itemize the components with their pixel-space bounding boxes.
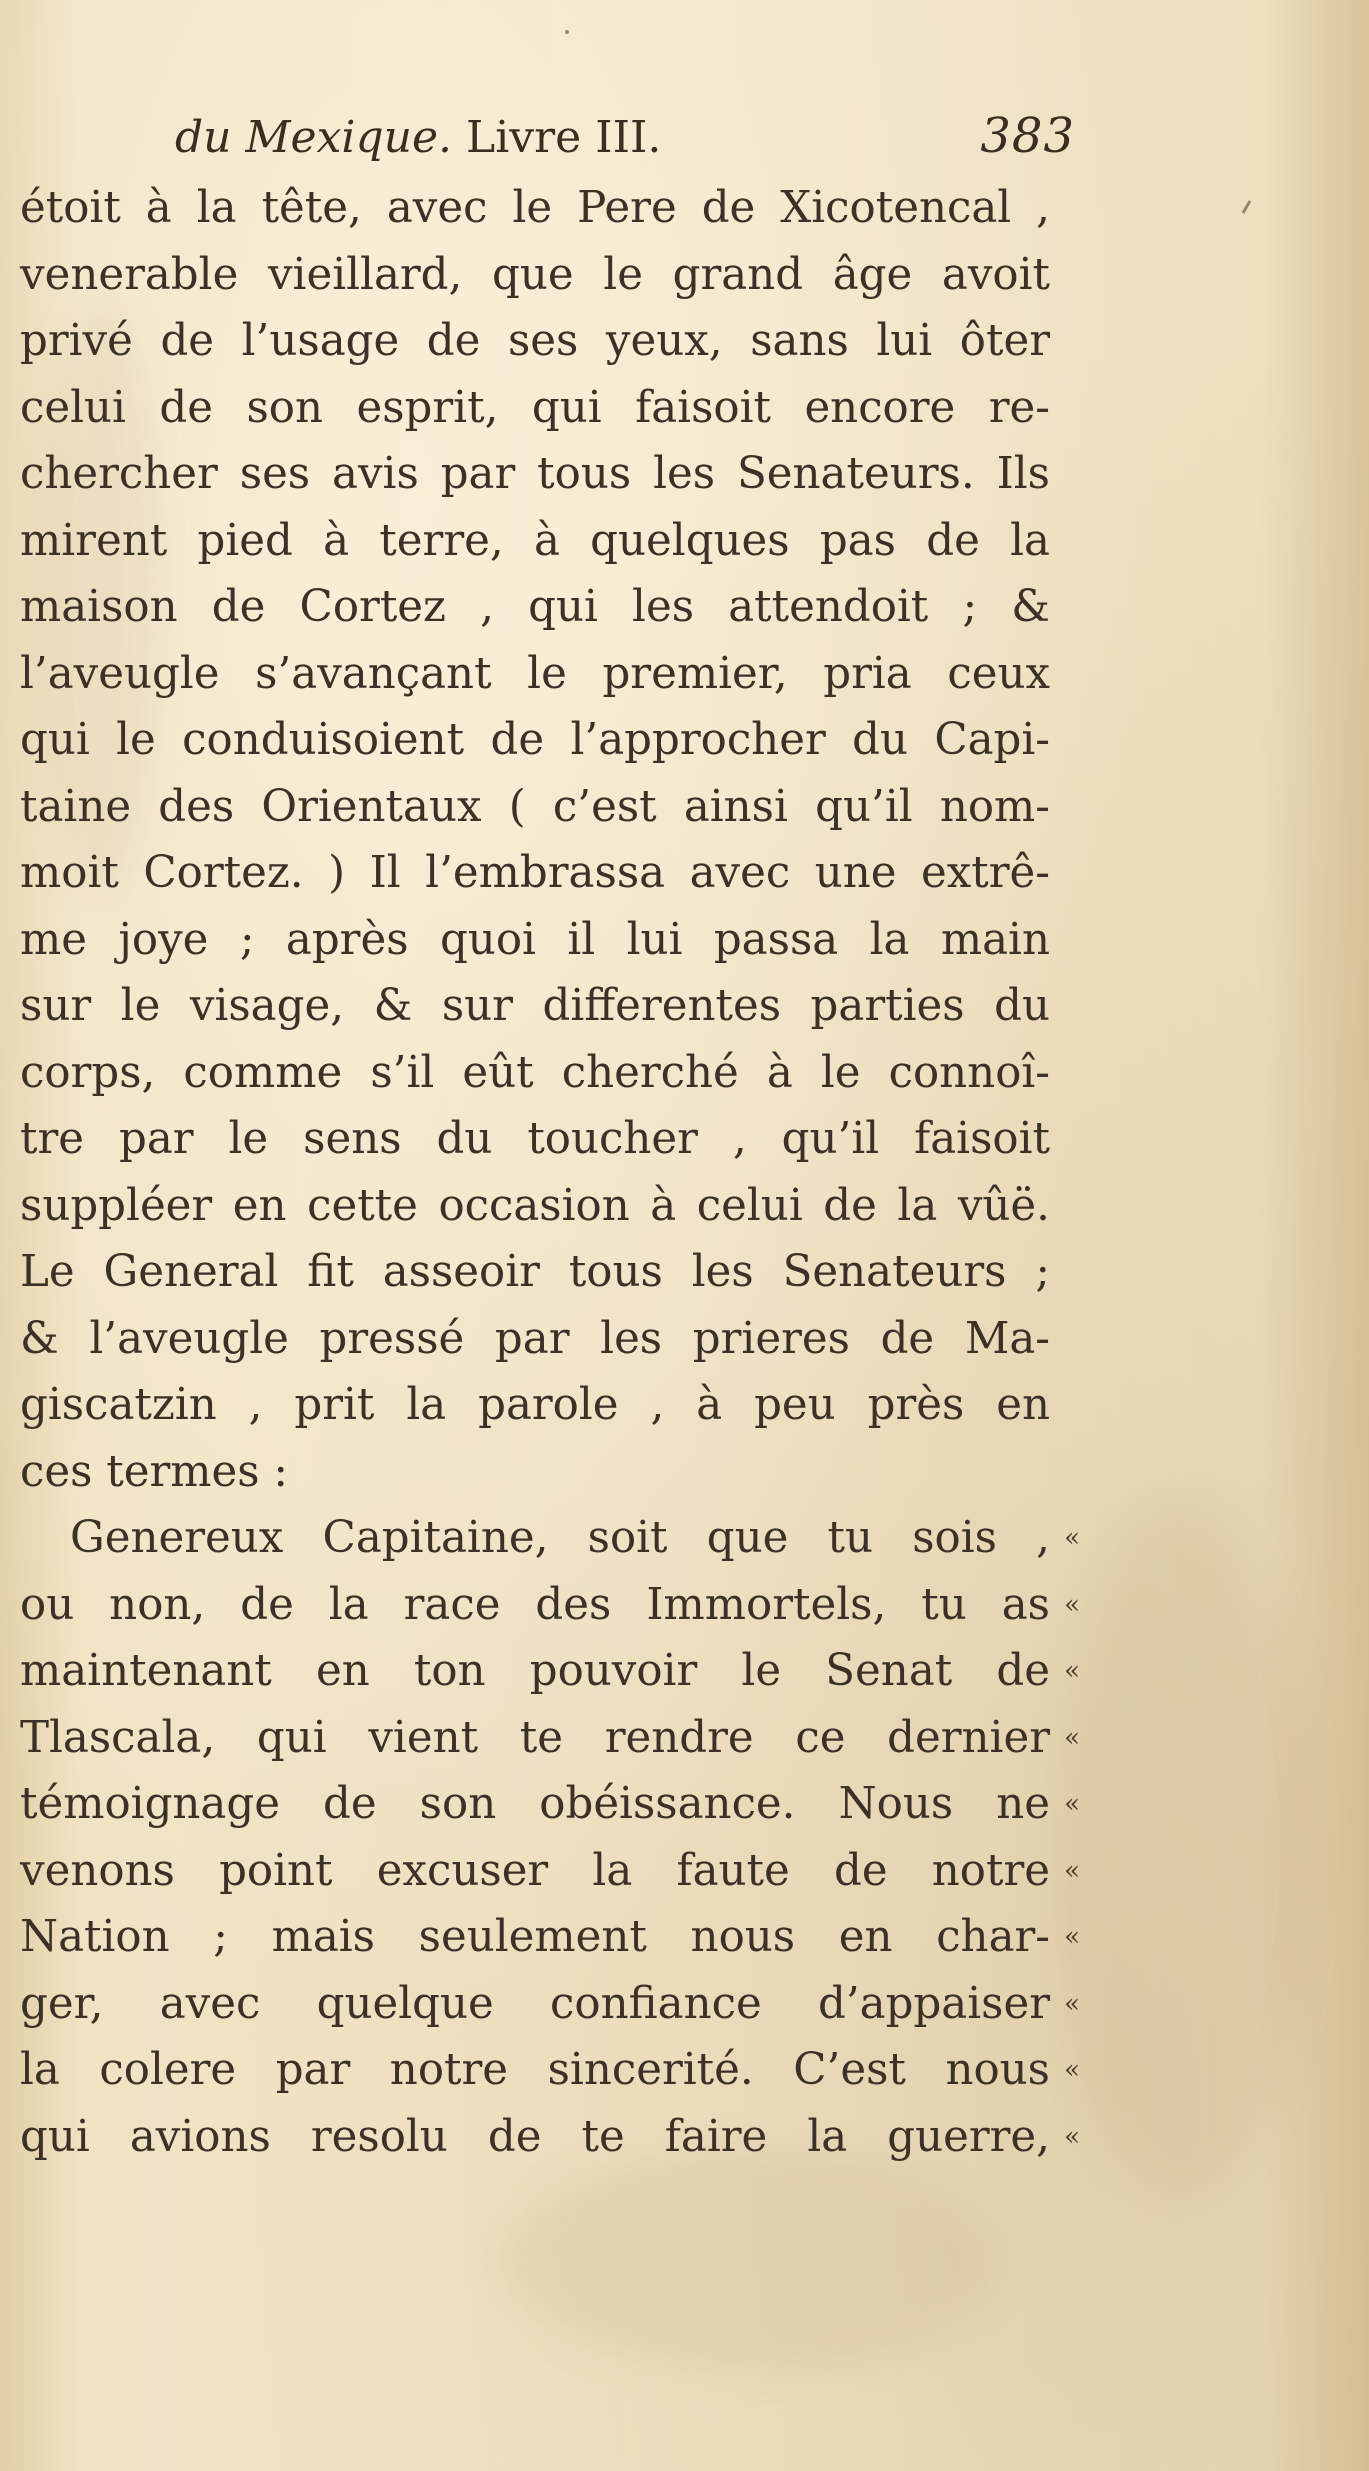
quotation-mark (1050, 907, 1080, 974)
text-line (20, 1971, 1080, 2038)
line-text: chercher ses avis par tous les Senateurs. Ils (20, 449, 1050, 499)
text-line (20, 707, 1080, 774)
line-text: qui le conduisoient de l’approcher du Capi- (20, 715, 1050, 765)
line-text: l’aveugle s’avançant le premier, pria ceux (20, 648, 1050, 699)
text-line (20, 907, 1080, 974)
quotation-mark: « (1064, 1922, 1080, 1952)
line-text: mirent pied à terre, à quelques pas de la (20, 515, 1050, 566)
quotation-mark: « (1064, 2055, 1080, 2085)
quotation-mark (1050, 242, 1080, 309)
text-line (20, 508, 1080, 575)
paper-speck (565, 30, 569, 34)
quotation-mark: « (1064, 1988, 1080, 2019)
line-text: privé de l’usage de ses yeux, sans lui ôter (20, 316, 1050, 366)
quotation-mark (1050, 1306, 1080, 1373)
text-line (20, 308, 1080, 375)
line-text: la colere par notre sincerité. C’est nous (20, 2045, 1050, 2095)
line-text: Tlascala, qui vient te rendre ce dernier (20, 1712, 1050, 1763)
text-line (20, 973, 1080, 1040)
paper-speck (1242, 200, 1252, 214)
quotation-mark: « (1064, 1855, 1080, 1886)
text-line (20, 1705, 1080, 1772)
line-text: témoignage de son obéissance. Nous ne (20, 1779, 1050, 1829)
quotation-mark (1050, 1439, 1080, 1506)
text-line (20, 1372, 1080, 1439)
quotation-mark: « (1064, 1523, 1080, 1553)
text-line (20, 1439, 1080, 1506)
line-text: giscatzin , prit la parole , à peu près en (20, 1380, 1050, 1430)
quotation-mark: « (1064, 1789, 1080, 1819)
line-text: Le General fit asseoir tous les Senateurs ; (20, 1247, 1050, 1297)
quotation-mark (1050, 441, 1080, 508)
text-line (20, 242, 1080, 309)
line-text: celui de son esprit, qui faisoit encore re- (20, 382, 1050, 433)
line-text: moit Cortez. ) Il l’embrassa avec une extrê- (20, 848, 1050, 898)
text-line (20, 2037, 1080, 2104)
text-line (20, 840, 1080, 907)
quotation-mark: « (1064, 1589, 1080, 1620)
text-line (20, 1904, 1080, 1971)
text-line (20, 1040, 1080, 1107)
quotation-mark (1050, 175, 1080, 242)
text-line (20, 574, 1080, 641)
line-text: & l’aveugle pressé par les prieres de Ma- (20, 1313, 1050, 1364)
text-line (20, 1572, 1080, 1639)
line-text: ger, avec quelque confiance d’appaiser (20, 1978, 1050, 2029)
text-line (20, 1771, 1080, 1838)
line-text: suppléer en cette occasion à celui de la vûë. (20, 1180, 1050, 1231)
quotation-mark (1050, 707, 1080, 774)
line-text: me joye ; après quoi il lui passa la main (20, 914, 1050, 965)
text-line (20, 2104, 1080, 2171)
line-text: taine des Orientaux ( c’est ainsi qu’il nom- (20, 781, 1050, 832)
quotation-mark (1050, 840, 1080, 907)
text-line (20, 441, 1080, 508)
text-line (20, 1838, 1080, 1905)
page-header (175, 100, 1075, 180)
line-text: sur le visage, & sur differentes parties du (20, 981, 1050, 1031)
quotation-mark (1050, 1239, 1080, 1306)
quotation-mark (1050, 774, 1080, 841)
text-line (20, 375, 1080, 442)
text-line (20, 1306, 1080, 1373)
line-text: corps, comme s’il eût cherché à le connoî- (20, 1047, 1050, 1098)
quotation-mark (1050, 973, 1080, 1040)
quotation-mark (1050, 508, 1080, 575)
line-text: Genereux Capitaine, soit que tu sois , (70, 1513, 1050, 1563)
line-text: maintenant en ton pouvoir le Senat de (20, 1646, 1050, 1696)
quotation-mark (1050, 308, 1080, 375)
quotation-mark (1050, 1173, 1080, 1240)
line-text: Nation ; mais seulement nous en char- (20, 1912, 1050, 1962)
line-text: ou non, de la race des Immortels, tu as (20, 1579, 1050, 1630)
page-number: 383 (980, 108, 1075, 164)
quotation-mark: « (1064, 2121, 1080, 2152)
running-title (175, 112, 661, 163)
quotation-mark (1050, 1040, 1080, 1107)
page-body-text (20, 175, 1080, 2170)
quotation-mark (1050, 641, 1080, 708)
line-text: tre par le sens du toucher , qu’il faisoit (20, 1114, 1050, 1164)
text-line (20, 1173, 1080, 1240)
line-text: qui avions resolu de te faire la guerre, (20, 2111, 1050, 2162)
text-line (20, 774, 1080, 841)
quotation-mark (1050, 574, 1080, 641)
quotation-mark (1050, 375, 1080, 442)
running-title-roman: Livre III. (452, 112, 662, 163)
text-line (20, 1239, 1080, 1306)
quotation-mark: « (1064, 1656, 1080, 1686)
running-title-italic: du Mexique. (175, 112, 452, 163)
text-line (20, 1638, 1080, 1705)
quotation-mark (1050, 1372, 1080, 1439)
text-line (20, 641, 1080, 708)
quotation-mark: « (1064, 1722, 1080, 1753)
line-text: ces termes : (20, 1446, 289, 1497)
line-text: maison de Cortez , qui les attendoit ; & (20, 582, 1050, 632)
text-line (20, 1505, 1080, 1572)
line-text: venerable vieillard, que le grand âge avoit (20, 249, 1050, 300)
line-text: venons point excuser la faute de notre (20, 1845, 1050, 1896)
text-line (20, 175, 1080, 242)
text-line (20, 1106, 1080, 1173)
line-text: étoit à la tête, avec le Pere de Xicotencal , (20, 183, 1050, 233)
quotation-mark (1050, 1106, 1080, 1173)
